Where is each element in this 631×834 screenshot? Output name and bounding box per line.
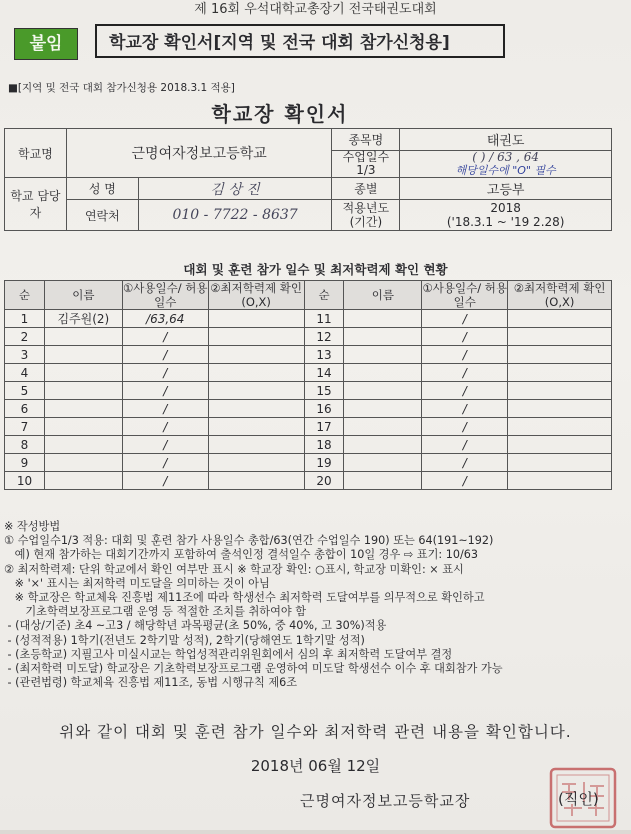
cell-name: 김주원(2) <box>44 310 122 328</box>
cell-days: / <box>122 454 208 472</box>
cell-days: / <box>422 382 508 400</box>
manager-label: 학교 담당자 <box>5 178 67 231</box>
cell-name <box>44 454 122 472</box>
header-name: 이름 <box>44 281 122 310</box>
cell-days: / <box>422 310 508 328</box>
cell-check <box>508 400 612 418</box>
confirmation-statement: 위와 같이 대회 및 훈련 참가 일수와 최저학력 관련 내용을 확인합니다. <box>59 723 572 741</box>
cell-check <box>208 472 304 490</box>
days-value: ( ) / 63 , 64 <box>472 150 540 164</box>
cell-no: 2 <box>5 328 45 346</box>
cell-name <box>344 436 422 454</box>
instruction-line: ※ 학교장은 학교체육 진흥법 제11조에 따라 학생선수 최저학력 도달여부를 의무적으로 확인하고 <box>4 591 485 605</box>
cell-name <box>44 472 122 490</box>
info-table <box>4 128 612 231</box>
cell-no: 3 <box>5 346 45 364</box>
cell-check <box>508 382 612 400</box>
cell-days: / <box>422 454 508 472</box>
cell-check <box>508 472 612 490</box>
table-row <box>5 310 612 328</box>
name-label: 성 명 <box>66 178 138 200</box>
header-days: ①사용일수/ 허용일수 <box>422 281 507 309</box>
cell-check <box>208 364 304 382</box>
cell-no: 9 <box>5 454 45 472</box>
cell-no: 13 <box>304 346 344 364</box>
cell-no: 14 <box>304 364 344 382</box>
cell-name <box>344 400 422 418</box>
instruction-line: - (초등학교) 지필고사 미실시교는 학업성적관리위원회에서 심의 후 최저학력 도달여부 결정 <box>4 647 453 661</box>
issue-date: 2018년 06월 12일 <box>250 757 381 775</box>
application-note: ■[지역 및 전국 대회 참가신청용 2018.3.1 적용] <box>8 82 235 94</box>
cell-no: 18 <box>304 436 344 454</box>
instruction-line: - (성적적용) 1학기(전년도 2학기말 성적), 2학기(당해연도 1학기말 성적) <box>4 633 365 647</box>
cell-check <box>208 310 304 328</box>
instruction-line: 기초학력보장프로그램 운영 등 적절한 조치를 취하여야 함 <box>4 605 307 619</box>
cell-name <box>344 418 422 436</box>
cell-days: / <box>122 382 208 400</box>
section-title: 대회 및 훈련 참가 일수 및 최저학력제 확인 현황 <box>183 262 448 277</box>
cell-check <box>208 436 304 454</box>
instruction-line: - (대상/기준) 초4 ~고3 / 해당학년 과목평균(초 50%, 중 40%, 고 30%)적용 <box>4 619 387 633</box>
table-row <box>5 436 612 454</box>
cell-no: 16 <box>304 400 344 418</box>
cell-check <box>508 310 612 328</box>
cell-no: 7 <box>5 418 45 436</box>
cell-name <box>344 454 422 472</box>
instructions <box>4 520 626 690</box>
cell-name <box>344 310 422 328</box>
contact-value: 010 - 7722 - 8637 <box>138 200 332 231</box>
cell-days: / <box>122 472 208 490</box>
days-label-1: 수업일수 <box>342 150 390 164</box>
contact-label: 연락처 <box>66 200 138 231</box>
year-value: 2018 <box>490 201 521 215</box>
division-value: 고등부 <box>400 178 612 200</box>
cell-check <box>508 436 612 454</box>
name-value: 김 상 진 <box>138 178 332 200</box>
cell-no: 8 <box>5 436 45 454</box>
cell-days: / <box>122 346 208 364</box>
instruction-line: ① 수업일수1/3 적용: 대회 및 훈련 참가 사용일수 총합/63(연간 수업일수 190) 또는 64(191~192) <box>4 534 494 548</box>
cell-no: 10 <box>5 472 45 490</box>
cell-check <box>508 328 612 346</box>
days-hint: 해당일수에 "O" 필수 <box>455 164 556 177</box>
school-label: 학교명 <box>5 129 67 178</box>
cell-check <box>208 418 304 436</box>
official-seal <box>548 766 618 830</box>
table-row <box>5 418 612 436</box>
cell-days: / <box>122 436 208 454</box>
cell-check <box>208 454 304 472</box>
sport-value: 태권도 <box>400 129 612 151</box>
header-check: ②최저학력제 확인(O,X) <box>208 281 304 310</box>
table-row <box>5 454 612 472</box>
days-value-cell <box>400 151 612 178</box>
cell-name <box>44 346 122 364</box>
form-title: 학교장 확인서[지역 및 전국 대회 참가신청용] <box>95 24 505 58</box>
event-title: 제 16회 우석대학교총장기 전국태권도대회 <box>194 2 437 17</box>
cell-days: / <box>422 346 508 364</box>
school-name: 근명여자정보고등학교 <box>66 129 332 178</box>
participation-table <box>4 280 612 490</box>
cell-check <box>508 346 612 364</box>
cell-name <box>44 436 122 454</box>
cell-no: 12 <box>304 328 344 346</box>
year-value-cell <box>400 200 612 231</box>
header-check: ②최저학력제 확인(O,X) <box>508 281 612 310</box>
header-no: 순 <box>304 281 344 310</box>
header-no: 순 <box>5 281 45 310</box>
instruction-line: ※ '×' 표시는 최저학력 미도달을 의미하는 것이 아님 <box>4 576 270 590</box>
cell-no: 17 <box>304 418 344 436</box>
division-label: 종별 <box>332 178 400 200</box>
instruction-line: ② 최저학력제: 단위 학교에서 확인 여부만 표시 ※ 학교장 확인: ○표시, 학교장 미확인: × 표시 <box>4 562 464 576</box>
cell-check <box>208 382 304 400</box>
instruction-line: - (관련법령) 학교체육 진흥법 제11조, 동법 시행규칙 제6조 <box>4 676 298 690</box>
cell-no: 6 <box>5 400 45 418</box>
cell-days: / <box>122 400 208 418</box>
header-days: ①사용일수/ 허용일수 <box>122 281 208 309</box>
table-row <box>5 346 612 364</box>
cell-check <box>508 364 612 382</box>
days-label-2: 1/3 <box>356 163 376 177</box>
cell-days: / <box>422 328 508 346</box>
year-label <box>332 200 400 231</box>
table-row <box>5 400 612 418</box>
cell-days: / <box>422 472 508 490</box>
cell-days: / <box>422 400 508 418</box>
cell-no: 4 <box>5 364 45 382</box>
cell-no: 15 <box>304 382 344 400</box>
days-label <box>332 151 400 178</box>
participation-table-body <box>5 281 612 490</box>
cell-no: 5 <box>5 382 45 400</box>
cell-no: 1 <box>5 310 45 328</box>
table-row <box>5 382 612 400</box>
cell-days: / <box>122 364 208 382</box>
cell-check <box>208 346 304 364</box>
cell-check <box>508 454 612 472</box>
cell-name <box>344 346 422 364</box>
cell-name <box>44 364 122 382</box>
cell-days: / <box>422 418 508 436</box>
cell-check <box>208 400 304 418</box>
cell-no: 20 <box>304 472 344 490</box>
table-row <box>5 472 612 490</box>
table-row <box>5 364 612 382</box>
cell-days: / <box>122 418 208 436</box>
table-row <box>5 328 612 346</box>
year-label-2: (기간) <box>349 215 383 229</box>
year-label-1: 적용년도 <box>342 201 390 215</box>
cell-name <box>344 364 422 382</box>
cell-check <box>508 418 612 436</box>
cell-days: / <box>122 328 208 346</box>
cell-name <box>344 328 422 346</box>
cell-name <box>44 400 122 418</box>
cell-no: 11 <box>304 310 344 328</box>
attachment-badge: 붙임 <box>14 28 78 60</box>
cell-name <box>44 418 122 436</box>
cell-no: 19 <box>304 454 344 472</box>
principal-signature: 근명여자정보고등학교장 <box>300 792 471 810</box>
table-header-row <box>5 281 612 310</box>
sport-label: 종목명 <box>332 129 400 151</box>
seal-label: (직인) <box>558 790 599 808</box>
cell-check <box>208 328 304 346</box>
cell-days: /63,64 <box>122 310 208 328</box>
period-value: ('18.3.1 ~ '19 2.28) <box>446 215 565 229</box>
cell-days: / <box>422 436 508 454</box>
header-name: 이름 <box>344 281 422 310</box>
instruction-line: 예) 현재 참가하는 대회기간까지 포함하여 출석인정 결석일수 총합이 10일 경우 ⇨ 표기: 10/63 <box>4 548 478 562</box>
cell-days: / <box>422 364 508 382</box>
cell-name <box>44 382 122 400</box>
document-title: 학교장 확인서 <box>211 102 349 126</box>
cell-name <box>344 472 422 490</box>
instruction-line: - (최저학력 미도달) 학교장은 기초학력보장프로그램 운영하여 미도달 학생선수 이수 후 대회참가 가능 <box>4 662 503 676</box>
instruction-line: ※ 작성방법 <box>4 520 61 533</box>
cell-name <box>344 382 422 400</box>
cell-name <box>44 328 122 346</box>
